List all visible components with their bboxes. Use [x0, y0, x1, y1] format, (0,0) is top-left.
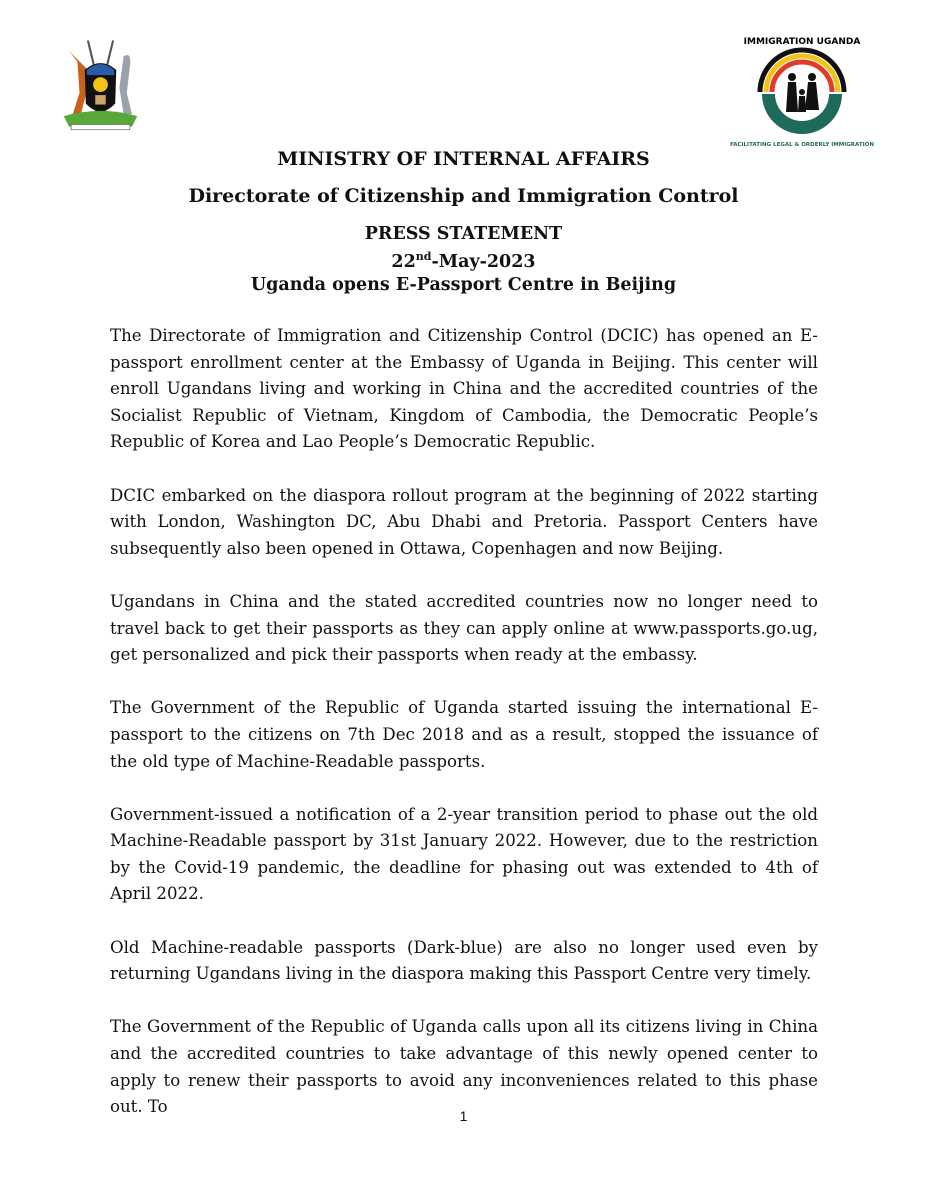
paragraph: Old Machine-readable passports (Dark-blue) are also no longer used even by returning Ugandans living in the diaspora making this Passport Centre very timely.: [110, 937, 818, 984]
date-day: 22: [391, 251, 416, 272]
paragraph: DCIC embarked on the diaspora rollout program at the beginning of 2022 starting with London, Washington DC, Abu Dhabi and Pretoria. Passport Centers have subsequently also been opened in Ottawa, Copenhagen and now Beijing.: [110, 485, 818, 558]
page-number: 1: [459, 1108, 468, 1124]
immigration-uganda-logo: [730, 32, 874, 152]
logo-title-text: IMMIGRATION UGANDA: [743, 37, 861, 47]
statement-body: [110, 323, 818, 1147]
directorate-heading: Directorate of Citizenship and Immigration Control: [188, 185, 739, 207]
paragraph: Ugandans in China and the stated accredited countries now no longer need to travel back to get their passports as they can apply online at www.passports.go.ug, get personalized and pick their passports when ready at the embassy.: [110, 591, 818, 665]
date-suffix: nd: [415, 250, 432, 263]
uganda-coat-of-arms-logo: [48, 30, 153, 135]
date-heading: [0, 250, 927, 272]
logo-tagline-text: FACILITATING LEGAL & ORDERLY IMMIGRATION: [730, 142, 874, 148]
paragraph: The Government of the Republic of Uganda calls upon all its citizens living in China and the accredited countries to take advantage of this newly opened center to apply to renew their passports to avoid any inconveniences related to this phase out. To: [110, 1017, 818, 1117]
paragraph: The Government of the Republic of Uganda started issuing the international E-passport to the citizens on 7th Dec 2018 and as a result, stopped the issuance of the old type of Machine-Readable passports.: [110, 698, 818, 771]
paragraph: The Directorate of Immigration and Citizenship Control (DCIC) has opened an E-passport enrollment center at the Embassy of Uganda in Beijing. This center will enroll Ugandans living and working in China and the accredited countries of the Socialist Republic of Vietnam, Kingdom of Cambodia, the Democratic People’s Republic of Korea and Lao People’s Democratic Republic.: [110, 326, 818, 452]
headline: Uganda opens E-Passport Centre in Beijing: [250, 275, 677, 295]
ministry-heading: MINISTRY OF INTERNAL AFFAIRS: [277, 148, 650, 170]
date-rest: -May-2023: [431, 251, 536, 272]
doc-type-heading: PRESS STATEMENT: [364, 224, 563, 244]
paragraph: Government-issued a notification of a 2-year transition period to phase out the old Machine-Readable passport by 31st January 2022. However, due to the restriction by the Covid-19 pandemic, the deadline for phasing out was extended to 4th of April 2022.: [110, 804, 818, 904]
